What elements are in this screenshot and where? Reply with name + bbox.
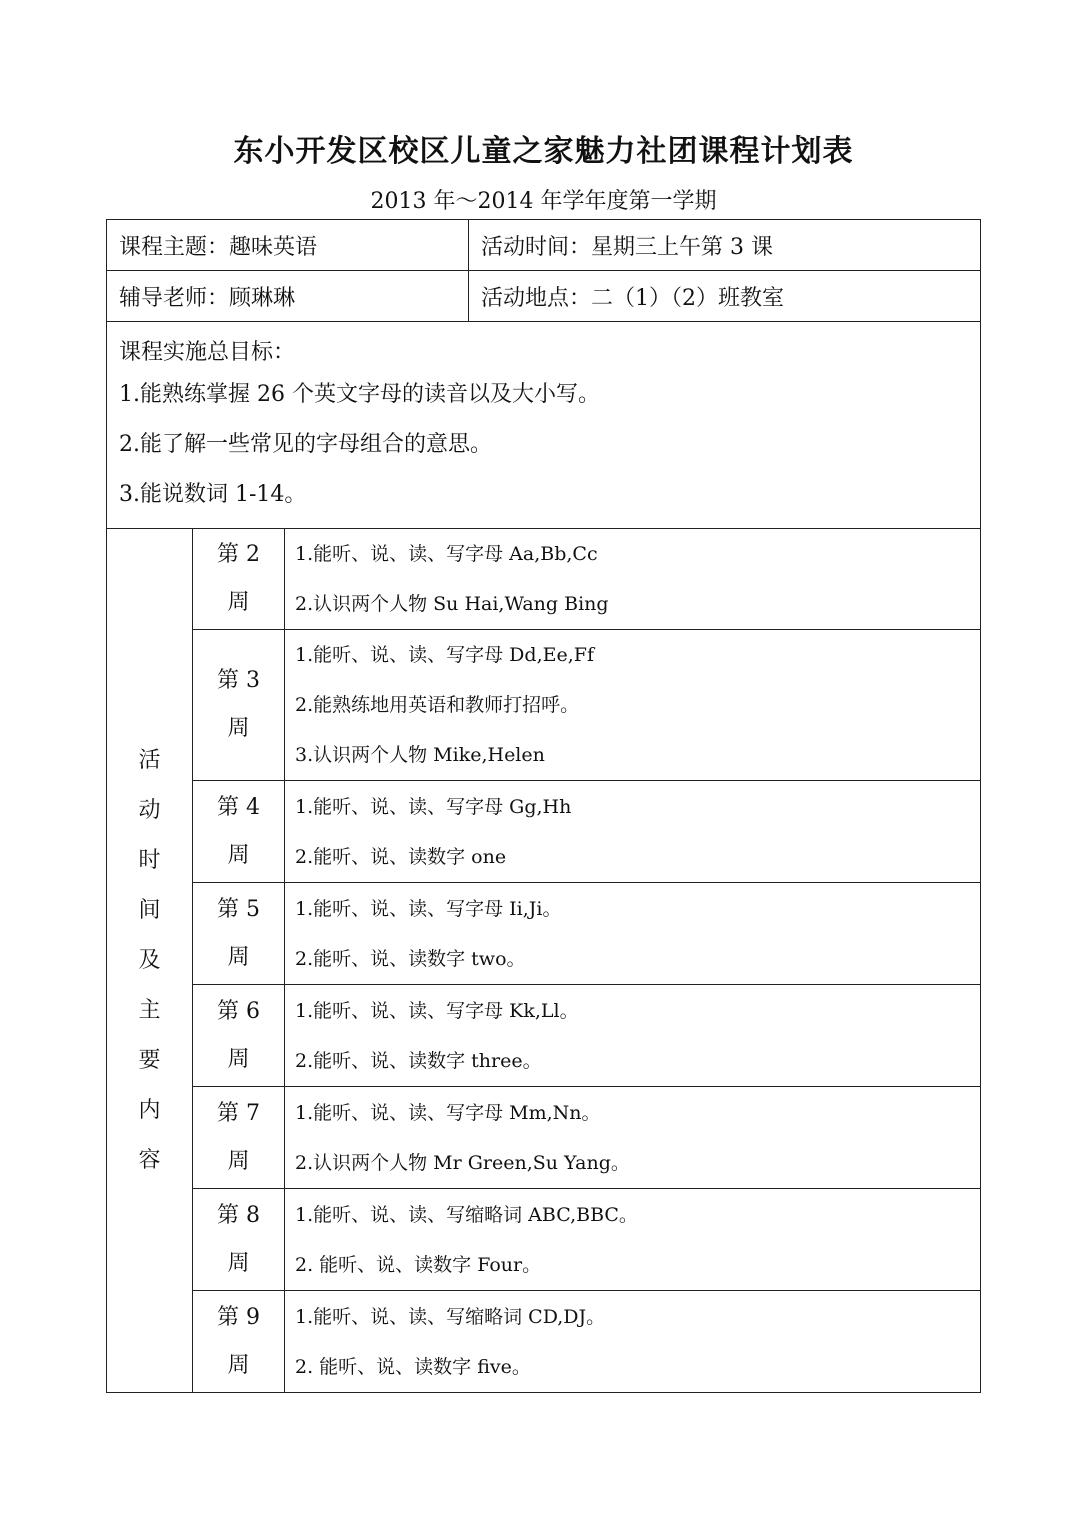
activity-content-label — [107, 529, 193, 1393]
goals-row — [107, 322, 981, 529]
week-row — [107, 781, 981, 883]
week-item: 3.认识两个人物 Mike,Helen — [295, 744, 545, 766]
activity-place: 活动地点：二（1）（2）班教室 — [469, 271, 981, 322]
week-row — [107, 1087, 981, 1189]
week-unit: 周 — [227, 716, 250, 741]
week-row — [107, 985, 981, 1087]
week-content — [285, 1087, 981, 1189]
week-number: 第 3 — [217, 668, 260, 693]
week-number: 第 9 — [217, 1304, 260, 1330]
week-unit: 周 — [227, 590, 250, 615]
week-label — [193, 985, 285, 1087]
activity-time: 活动时间：星期三上午第 3 课 — [469, 220, 981, 271]
week-unit: 周 — [227, 1046, 250, 1072]
week-number: 第 5 — [217, 896, 260, 922]
week-item: 1.能听、说、读、写字母 Ii,Ji。 — [295, 897, 562, 920]
week-label — [193, 781, 285, 883]
week-content — [285, 630, 981, 781]
week-label — [193, 1087, 285, 1189]
week-content — [285, 1189, 981, 1291]
side-label-char: 主 — [138, 997, 161, 1023]
week-number: 第 7 — [217, 1100, 260, 1126]
goal-item: 3.能说数词 1-14。 — [119, 482, 307, 507]
week-content — [285, 529, 981, 630]
side-label-char: 要 — [138, 1047, 161, 1073]
week-number: 第 2 — [217, 542, 260, 567]
week-row — [107, 883, 981, 985]
header-row-1 — [107, 220, 981, 271]
week-item: 1.能听、说、读、写字母 Gg,Hh — [295, 795, 572, 818]
week-unit: 周 — [227, 842, 250, 868]
side-label-char: 内 — [138, 1097, 161, 1123]
goals-heading: 课程实施总目标： — [119, 340, 296, 365]
side-label-char: 间 — [138, 897, 161, 923]
week-row — [107, 529, 981, 630]
week-unit: 周 — [227, 944, 250, 970]
week-row — [107, 1189, 981, 1291]
week-item: 2. 能听、说、读数字 five。 — [295, 1355, 531, 1378]
week-item: 2.能听、说、读数字 one — [295, 845, 507, 868]
week-item: 1.能听、说、读、写字母 Aa,Bb,Cc — [295, 543, 598, 565]
week-unit: 周 — [227, 1148, 250, 1174]
week-label — [193, 1291, 285, 1393]
header-row-2 — [107, 271, 981, 322]
week-label — [193, 1189, 285, 1291]
week-label — [193, 529, 285, 630]
side-label-char: 容 — [138, 1147, 161, 1173]
week-content — [285, 985, 981, 1087]
week-row — [107, 630, 981, 781]
week-item: 1.能听、说、读、写缩略词 CD,DJ。 — [295, 1305, 606, 1328]
page-title: 东小开发区校区儿童之家魅力社团课程计划表 — [233, 134, 854, 169]
week-content — [285, 781, 981, 883]
week-item: 1.能听、说、读、写字母 Kk,Ll。 — [295, 999, 579, 1022]
week-item: 2.能听、说、读数字 two。 — [295, 947, 526, 970]
week-number: 第 6 — [217, 998, 260, 1024]
teacher: 辅导老师：顾琳琳 — [107, 271, 469, 322]
week-item: 2. 能听、说、读数字 Four。 — [295, 1253, 542, 1276]
week-item: 2.认识两个人物 Su Hai,Wang Bing — [295, 593, 609, 615]
side-label-char: 活 — [138, 747, 161, 773]
week-label — [193, 630, 285, 781]
week-content — [285, 1291, 981, 1393]
week-row — [107, 1291, 981, 1393]
course-topic: 课程主题：趣味英语 — [107, 220, 469, 271]
goals-cell — [107, 322, 981, 529]
week-unit: 周 — [227, 1352, 250, 1378]
course-plan-table — [106, 219, 981, 1393]
side-label-char: 时 — [138, 847, 161, 873]
side-label-char: 动 — [138, 797, 161, 823]
page-subtitle: 2013 年～2014 年学年度第一学期 — [370, 189, 717, 214]
week-item: 2.能听、说、读数字 three。 — [295, 1049, 542, 1072]
week-number: 第 4 — [217, 794, 260, 820]
week-number: 第 8 — [217, 1202, 260, 1228]
week-item: 2.认识两个人物 Mr Green,Su Yang。 — [295, 1151, 630, 1174]
week-content — [285, 883, 981, 985]
side-label-char: 及 — [138, 947, 161, 973]
week-item: 1.能听、说、读、写字母 Mm,Nn。 — [295, 1101, 601, 1124]
week-unit: 周 — [227, 1250, 250, 1276]
goal-item: 2.能了解一些常见的字母组合的意思。 — [119, 432, 492, 457]
week-item: 1.能听、说、读、写缩略词 ABC,BBC。 — [295, 1203, 638, 1226]
goal-item: 1.能熟练掌握 26 个英文字母的读音以及大小写。 — [119, 382, 600, 407]
week-label — [193, 883, 285, 985]
week-item: 1.能听、说、读、写字母 Dd,Ee,Ff — [295, 644, 594, 666]
week-item: 2.能熟练地用英语和教师打招呼。 — [295, 694, 580, 716]
